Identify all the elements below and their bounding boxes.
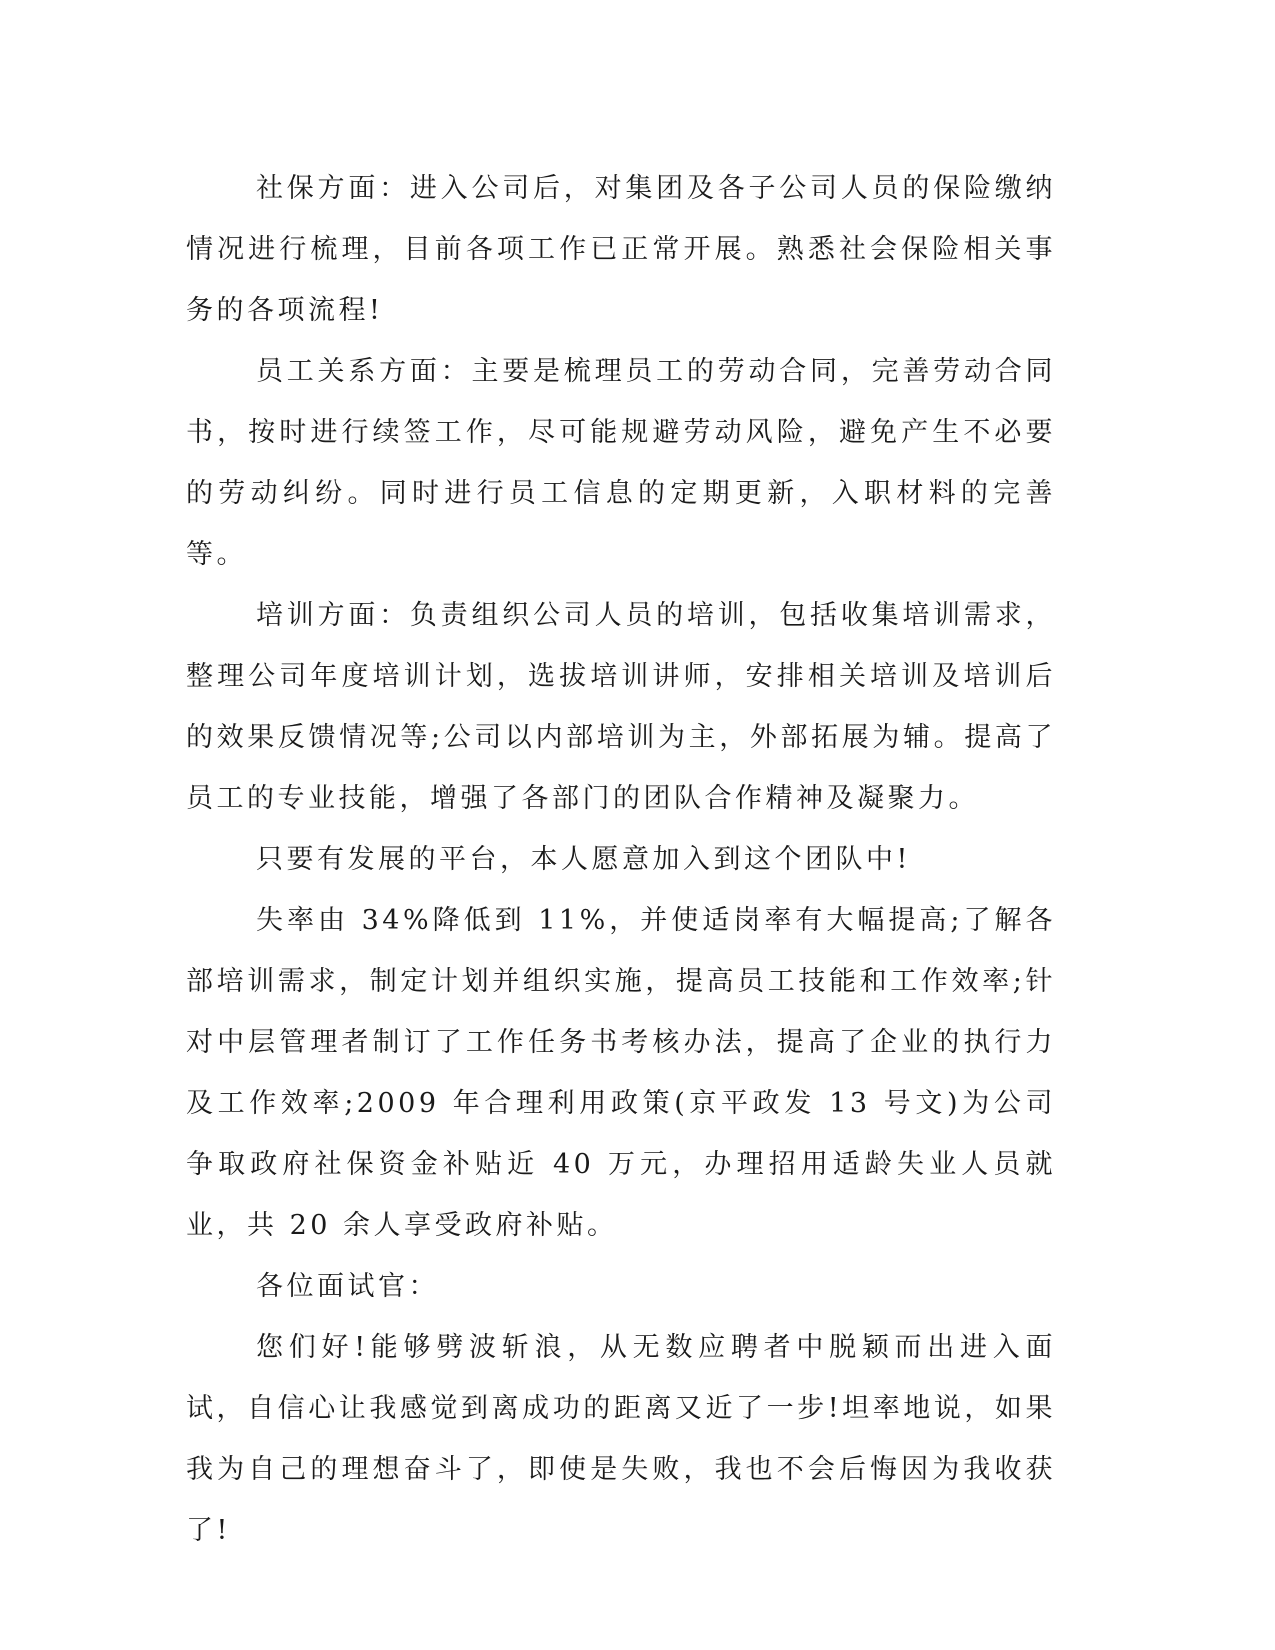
paragraph-social-insurance: 社保方面：进入公司后，对集团及各子公司人员的保险缴纳情况进行梳理，目前各项工作已正常开展。熟悉社会保险相关事务的各项流程! (186, 173, 1056, 326)
paragraph-willingness: 只要有发展的平台，本人愿意加入到这个团队中! (256, 844, 911, 875)
paragraph-training: 培训方面：负责组织公司人员的培训，包括收集培训需求，整理公司年度培训计划，选拔培训讲师，安排相关培训及培训后的效果反馈情况等;公司以内部培训为主，外部拓展为辅。提高了员工的专业技能，增强了各部门的团队合作精神及凝聚力。 (186, 600, 1056, 814)
document-body (186, 158, 1056, 1561)
paragraph-salutation: 各位面试官： (256, 1271, 439, 1302)
paragraph-employee-relations: 员工关系方面：主要是梳理员工的劳动合同，完善劳动合同书，按时进行续签工作，尽可能规避劳动风险，避免产生不必要的劳动纠纷。同时进行员工信息的定期更新，入职材料的完善等。 (186, 356, 1056, 570)
paragraph-greeting: 您们好!能够劈波斩浪，从无数应聘者中脱颖而出进入面试，自信心让我感觉到离成功的距离又近了一步!坦率地说，如果我为自己的理想奋斗了，即使是失败，我也不会后悔因为我收获了! (186, 1332, 1056, 1546)
paragraph-achievements: 失率由 34%降低到 11%，并使适岗率有大幅提高;了解各部培训需求，制定计划并组织实施，提高员工技能和工作效率;针对中层管理者制订了工作任务书考核办法，提高了企业的执行力及工作效率;2009 年合理利用政策(京平政发 13 号文)为公司争取政府社保资金补贴近 40 万元，办理招用适龄失业人员就业，共 20 余人享受政府补贴。 (186, 905, 1056, 1241)
